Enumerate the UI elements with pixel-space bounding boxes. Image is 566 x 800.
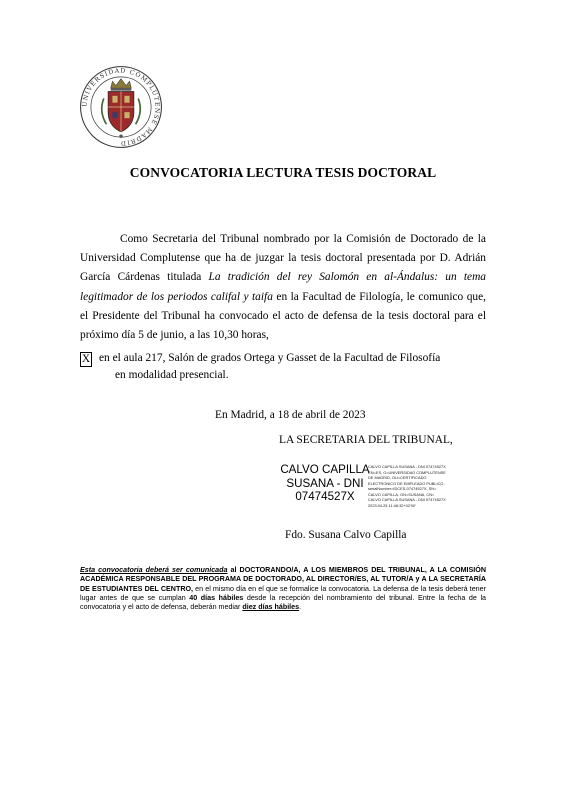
signature-name-line: 07474527X: [295, 490, 355, 503]
footer-deadline: 40 días hábiles: [189, 593, 244, 602]
footer-end: .: [299, 603, 302, 612]
seal-ring-text: UNIVERSIDAD COMPLUTENSE MADRID: [81, 67, 161, 147]
signature-detail-line: serialNumber=IDCES-07474527X, SN=: [368, 486, 437, 491]
university-crest-seal-icon: [78, 64, 164, 150]
body-text-part-1: Como Secretaria del Tribunal nombrado por la Comisión de Doctorado de la Universidad Complutense que ha de juzgar la tesis doctoral presentada por D. Adrián García Cárdenas titulada: [80, 233, 486, 284]
footer-recipients: al DOCTORANDO/A, A LOS MIEMBROS DEL TRIBUNAL, A LA COMISIÓN ACADÉMICA RESPONSABLE DEL PROGRAMA DE DOCTORADO, AL DIRECTOR/ES, AL TUTOR/A y A LA SECRETARÍA DE ESTUDIANTES DEL CENTRO,: [80, 566, 486, 593]
body-paragraph: [80, 230, 486, 345]
digital-signature-name: [280, 463, 370, 504]
venue-option: [80, 349, 500, 368]
document-title: CONVOCATORIA LECTURA TESIS DOCTORAL: [129, 165, 437, 180]
footer-text-2: desde la recepción del nombramiento del tribunal. Entre la fecha de la convocatoria y el acto de defensa, deberán mediar: [80, 593, 486, 612]
signature-detail-line: CALVO CAPILLA, GN=SUSANA, CN=: [368, 491, 435, 497]
signature-detail-line: CALVO CAPILLA SUSANA - DNI 07474527X: [368, 464, 446, 469]
signature-detail-line: CALVO CAPILLA SUSANA - DNI 07474527X: [368, 497, 446, 502]
modality-text: en modalidad presencial.: [115, 369, 229, 381]
thesis-title: La tradición del rey Salomón en al-Ándalus: un tema legitimador de los periodos califal y taifa: [80, 271, 486, 303]
signature-detail-line: CN=ES, O=UNIVERSIDAD COMPLUTENSE: [368, 469, 446, 475]
venue-text: en el aula 217, Salón de grados Ortega y Gasset de la Facultad de Filosofía: [99, 352, 441, 364]
signed-by: Fdo. Susana Calvo Capilla: [285, 529, 407, 541]
signature-name-line: SUSANA - DNI: [286, 476, 364, 490]
signature-name-line: CALVO CAPILLA: [280, 463, 370, 476]
signature-detail-line: 2023.04.25 11:48:32+02'00': [368, 502, 416, 508]
digital-signature-details: [368, 464, 468, 508]
signature-detail-line: DE MADRID, OU=CERTIFICADO: [368, 475, 427, 480]
footer-emphasis: Esta convocatoria deberá ser comunicada: [80, 566, 228, 574]
venue-checkbox[interactable]: X: [81, 353, 91, 365]
footer-min-days: diez días hábiles: [242, 603, 300, 612]
body-text-part-2: en la Facultad de Filología, le comunico que, el Presidente del Tribunal ha convocado el acto de defensa de la tesis doctoral para el próximo día 5 de junio, a las 10,30 horas,: [80, 290, 487, 342]
secretary-heading: LA SECRETARIA DEL TRIBUNAL,: [279, 434, 453, 446]
footer-text: en el mismo día en el que se formalice la convocatoria. La defensa de la tesis deberá tener lugar antes de que se cumplan: [80, 584, 486, 602]
place-date: En Madrid, a 18 de abril de 2023: [215, 409, 366, 421]
footer-note: [80, 566, 486, 612]
signature-detail-line: ELECTRONICO DE EMPLEADO PUBLICO,: [368, 480, 445, 486]
